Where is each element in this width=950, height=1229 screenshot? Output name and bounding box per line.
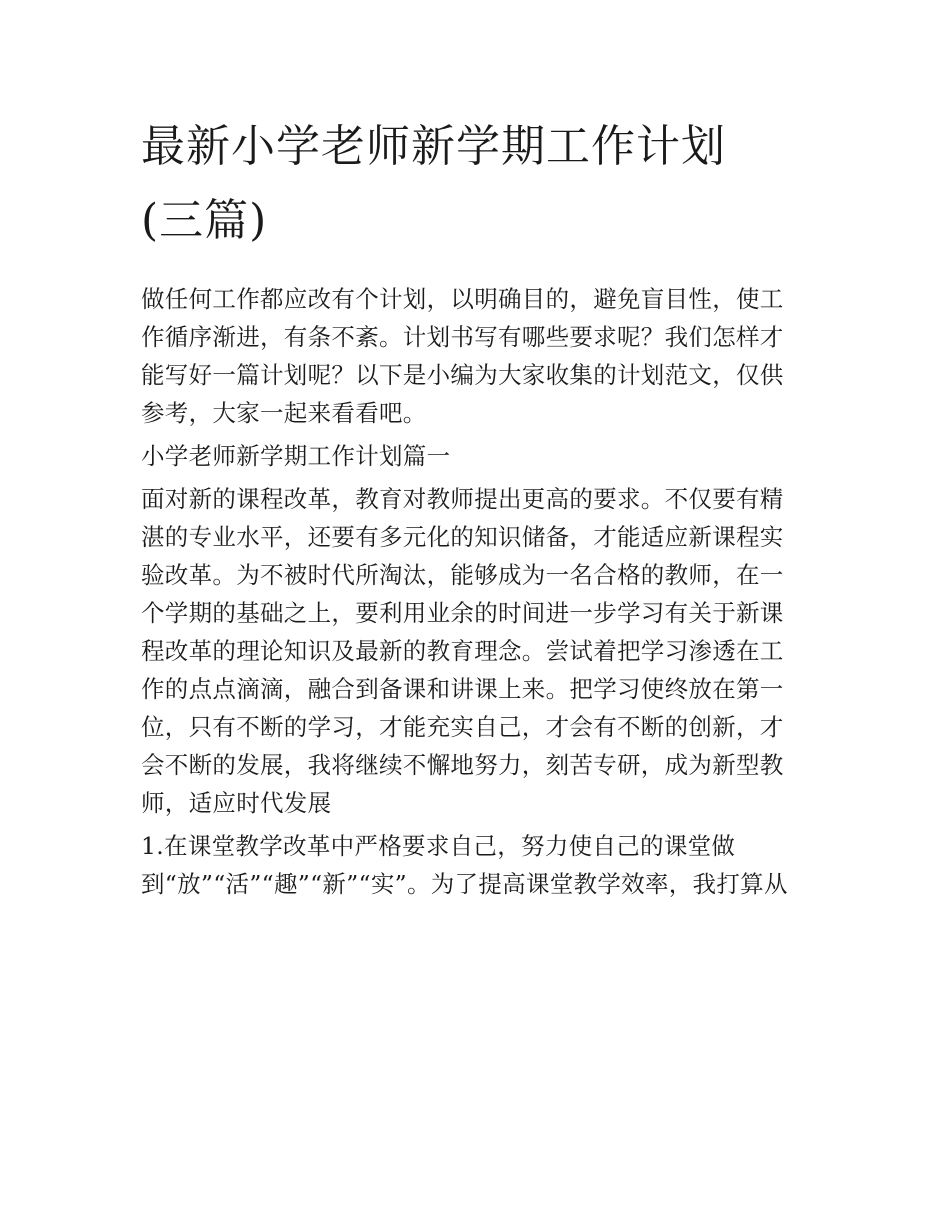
- document-title: [141, 110, 813, 258]
- text-line: 验改革。为不被时代所淘汰，能够成为一名合格的教师，在一: [141, 561, 784, 589]
- spacer: [141, 258, 813, 280]
- title-line: (三篇): [141, 195, 268, 246]
- text-line: 参考，大家一起来看看吧。: [141, 399, 427, 427]
- section-heading: 小学老师新学期工作计划篇一: [141, 442, 451, 470]
- text-line: 师，适应时代发展: [141, 789, 332, 817]
- body-paragraph: [141, 480, 813, 822]
- text-line: 1.在课堂教学改革中严格要求自己，努力使自己的课堂做: [141, 832, 736, 860]
- text-line: 到“放”“活”“趣”“新”“实”。为了提高课堂教学效率，我打算从: [141, 870, 788, 898]
- numbered-item: [141, 827, 813, 903]
- document-content: [141, 110, 813, 908]
- text-line: 能写好一篇计划呢？以下是小编为大家收集的计划范文，仅供: [141, 361, 784, 389]
- text-line: 个学期的基础之上，要利用业余的时间进一步学习有关于新课: [141, 599, 784, 627]
- text-line: 湛的专业水平，还要有多元化的知识储备，才能适应新课程实: [141, 523, 784, 551]
- text-line: 会不断的发展，我将继续不懈地努力，刻苦专研，成为新型教: [141, 751, 784, 779]
- section-heading-block: [141, 437, 813, 475]
- text-line: 作的点点滴滴，融合到备课和讲课上来。把学习使终放在第一: [141, 675, 784, 703]
- text-line: 面对新的课程改革，教育对教师提出更高的要求。不仅要有精: [141, 485, 784, 513]
- intro-paragraph: [141, 280, 813, 432]
- text-line: 位，只有不断的学习，才能充实自己，才会有不断的创新，才: [141, 713, 784, 741]
- text-line: 做任何工作都应改有个计划，以明确目的，避免盲目性，使工: [141, 285, 784, 313]
- title-line: 最新小学老师新学期工作计划: [141, 121, 726, 172]
- text-line: 程改革的理论知识及最新的教育理念。尝试着把学习渗透在工: [141, 637, 784, 665]
- text-line: 作循序渐进，有条不紊。计划书写有哪些要求呢？我们怎样才: [141, 323, 784, 351]
